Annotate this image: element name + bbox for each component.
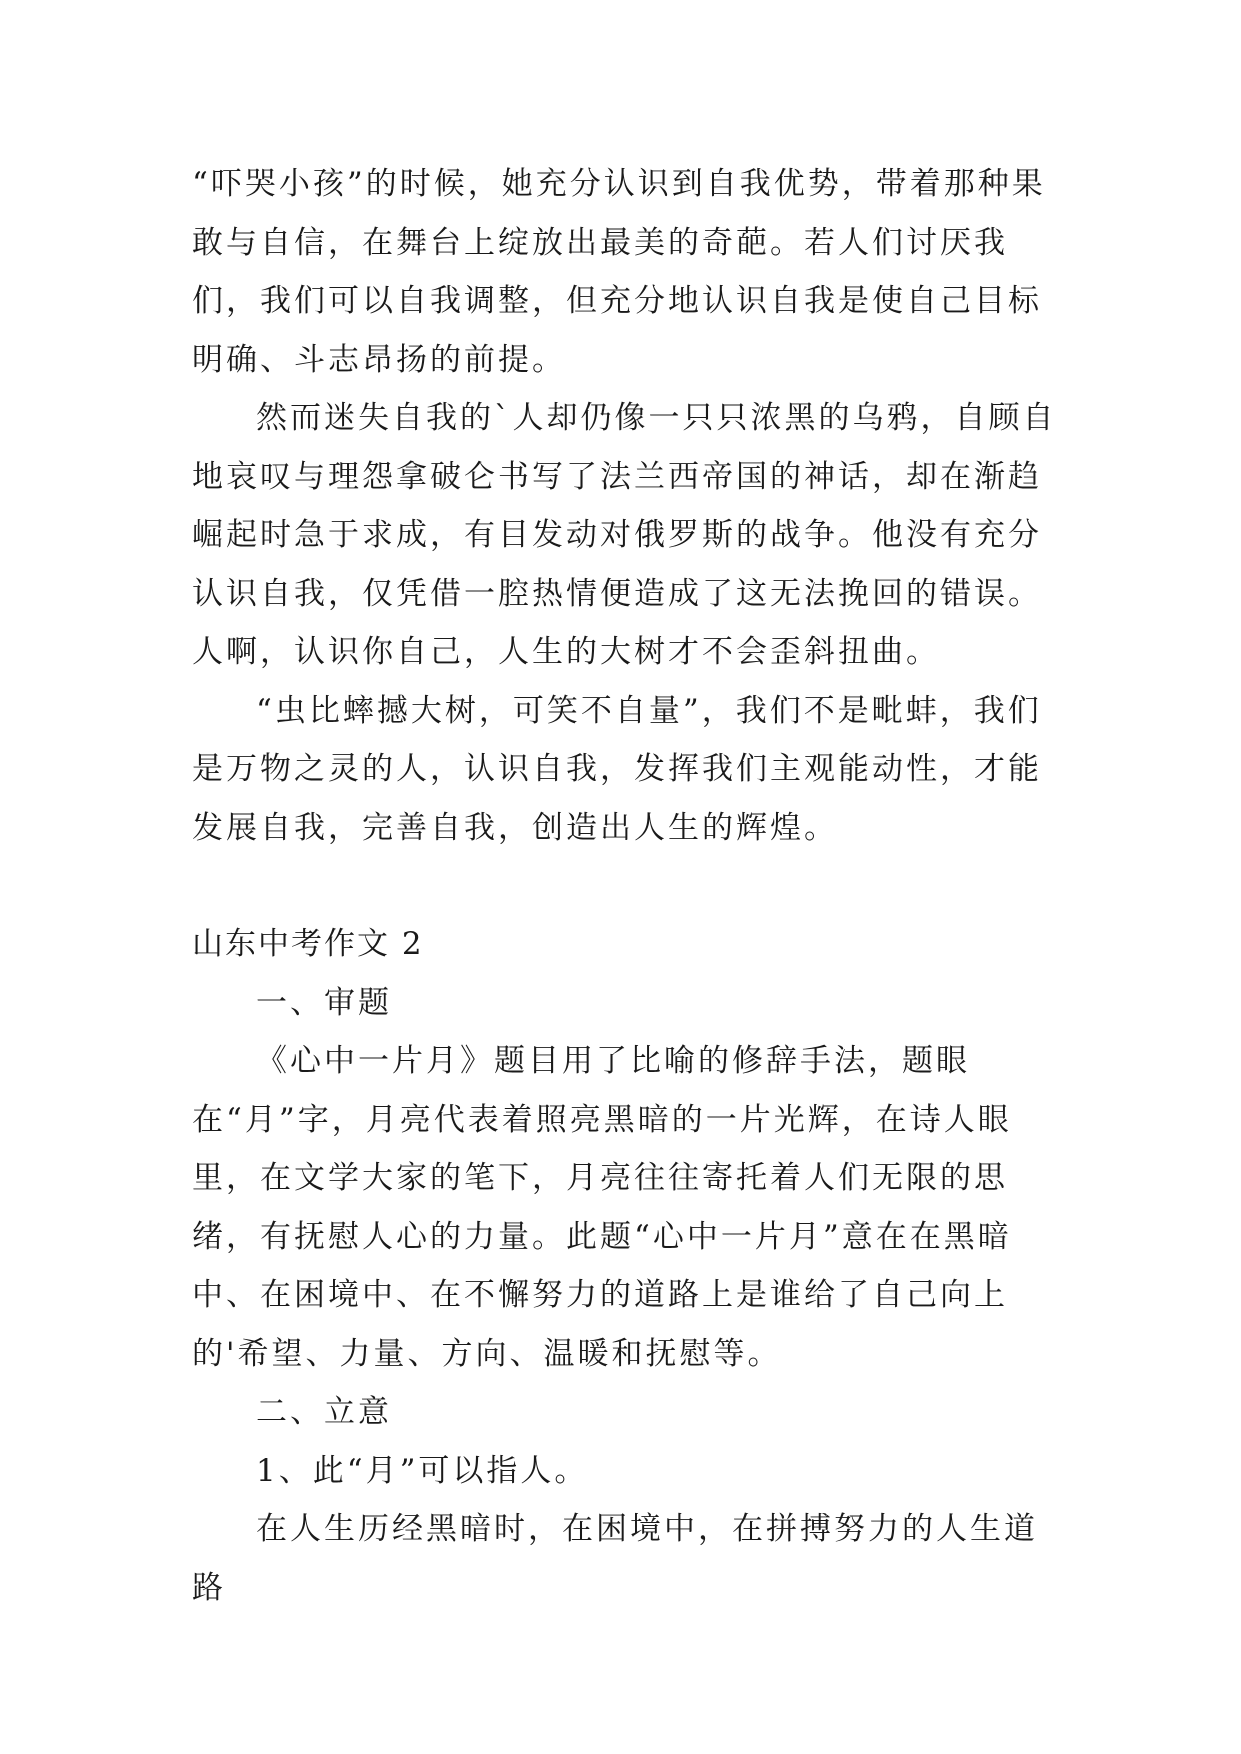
section-heading: 一、审题 [256, 984, 392, 1021]
paragraph: “吓哭小孩”的时候，她充分认识到自我优势，带着那种果敢与自信，在舞台上绽放出最美的奇葩。若人们讨厌我们，我们可以自我调整，但充分地认识自我是使自己目标明确、斗志昂扬的前提。 [192, 166, 1046, 378]
paragraph: “虫比蟀撼大树，可笑不自量”，我们不是毗蚌，我们是万物之灵的人，认识自我，发挥我们主观能动性，才能发展自我，完善自我，创造出人生的辉煌。 [192, 692, 1042, 846]
paragraph: 在人生历经黑暗时，在困境中，在拼搏努力的人生道路 [192, 1511, 1038, 1606]
essay-title: 山东中考作文 2 [192, 926, 424, 962]
paragraph: 《心中一片月》题目用了比喻的修辞手法，题眼在“月”字，月亮代表着照亮黑暗的一片光辉，在诗人眼里，在文学大家的笔下，月亮往往寄托着人们无限的思绪，有抚慰人心的力量。此题“心中一片月”意在在黑暗中、在困境中、在不懈努力的道路上是谁给了自己向上的'希望、力量、方向、温暖和抚慰等。 [192, 1043, 1012, 1372]
section-heading: 二、立意 [256, 1394, 392, 1430]
paragraph: 然而迷失自我的`人却仍像一只只浓黑的乌鸦，自顾自地哀叹与理怨拿破仑书写了法兰西帝国的神话，却在渐趋崛起时急于求成，有目发动对俄罗斯的战争。他没有充分认识自我，仅凭借一腔热情便造成了这无法挽回的错误。人啊，认识你自己，人生的大树才不会歪斜扭曲。 [192, 400, 1057, 670]
list-item: 1、此“月”可以指人。 [256, 1452, 589, 1489]
essay-1-continuation [192, 155, 1062, 857]
essay-2 [192, 915, 1062, 1617]
